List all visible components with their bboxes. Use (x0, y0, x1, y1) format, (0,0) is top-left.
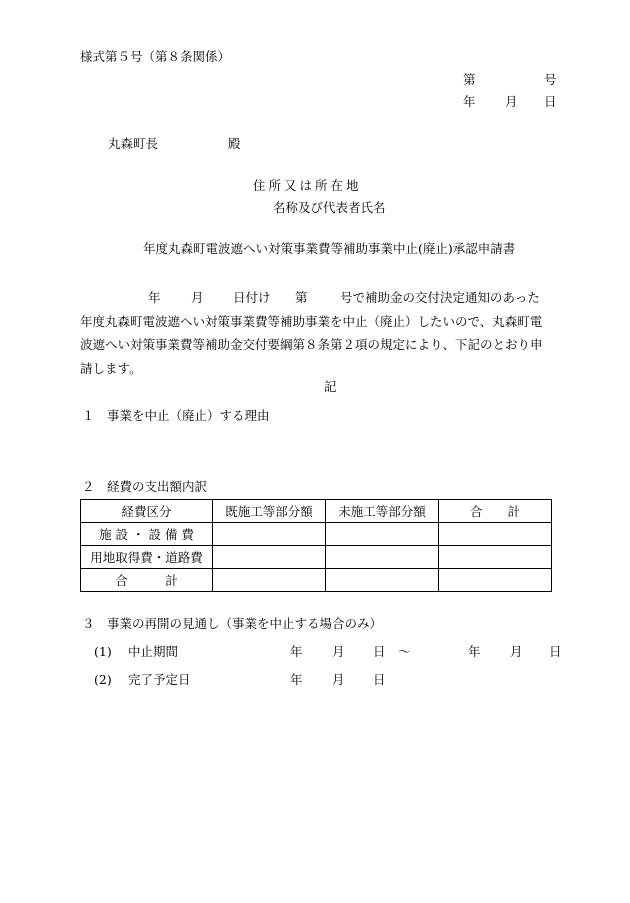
body-line-1 (80, 286, 556, 310)
table-cell[interactable] (439, 569, 552, 592)
table-row (81, 523, 552, 546)
table-cell[interactable] (213, 569, 326, 592)
body-dai: 第 (295, 290, 308, 305)
item-1-tilde: ～ (398, 644, 411, 659)
item-1-month: 月 (332, 644, 345, 659)
item-2-year: 年 (290, 672, 303, 687)
item-2-number: (2) (94, 672, 112, 687)
row-label-facilities: 施 設 ・ 設 備 費 (81, 523, 213, 546)
table-row (81, 546, 552, 569)
applicant-name-label: 名称及び代表者氏名 (273, 200, 386, 215)
table-cell[interactable] (439, 546, 552, 569)
section-3-number: ３ (82, 616, 95, 631)
doc-number-go: 号 (544, 72, 557, 87)
header-expense-category: 経費区分 (81, 500, 213, 523)
addressee-name: 丸森町長 (108, 136, 159, 151)
item-1-number: (1) (94, 644, 112, 659)
body-month: 月 (191, 290, 204, 305)
item-2-month: 月 (332, 672, 345, 687)
table-row (81, 569, 552, 592)
body-line-4: 請します。 (80, 360, 142, 376)
header-total: 合 計 (439, 500, 552, 523)
addressee-honorific: 殿 (228, 136, 241, 151)
body-line-3: 波遮へい対策事業費等補助金交付要綱第８条第２項の規定により、下記のとおり申 (80, 337, 543, 352)
body-line-1-rest: 号で補助金の交付決定通知のあった (340, 290, 540, 305)
section-1-number: １ (82, 408, 95, 423)
expense-table (80, 499, 552, 592)
applicant-address-label: 住所又は所在地 (253, 178, 362, 193)
section-2-number: ２ (82, 479, 95, 494)
item-2-day: 日 (373, 672, 386, 687)
item-1-year-end: 年 (468, 644, 481, 659)
table-cell[interactable] (439, 523, 552, 546)
section-3-title: 事業の再開の見通し（事業を中止する場合のみ） (107, 616, 383, 631)
ki-heading: 記 (324, 379, 337, 394)
row-label-land-road: 用地取得費・道路費 (81, 546, 213, 569)
body-line-2: 年度丸森町電波遮へい対策事業費等補助事業を中止（廃止）したいので、丸森町電 (80, 313, 543, 329)
table-cell[interactable] (326, 523, 439, 546)
form-number: 様式第５号（第８条関係） (80, 49, 231, 64)
header-uncompleted-amount: 未施工等部分額 (326, 500, 439, 523)
section-1-title: 事業を中止（廃止）する理由 (107, 408, 270, 423)
item-2-label: 完了予定日 (128, 672, 191, 687)
doc-number-dai: 第 (463, 72, 476, 87)
item-1-day-end: 日 (549, 644, 562, 659)
table-header-row (81, 500, 552, 523)
section-2-title: 経費の支出額内訳 (107, 479, 208, 494)
table-cell[interactable] (213, 523, 326, 546)
item-1-day: 日 (373, 644, 386, 659)
table-cell[interactable] (326, 569, 439, 592)
doc-date-month: 月 (505, 94, 518, 109)
table-cell[interactable] (213, 546, 326, 569)
table-cell[interactable] (326, 546, 439, 569)
doc-date-day: 日 (544, 94, 557, 109)
item-1-label: 中止期間 (128, 644, 179, 659)
item-1-month-end: 月 (510, 644, 523, 659)
item-1-year: 年 (290, 644, 303, 659)
header-completed-amount: 既施工等部分額 (213, 500, 326, 523)
doc-date-year: 年 (463, 94, 476, 109)
body-day-dated: 日付け (233, 290, 271, 305)
row-label-total: 合 計 (81, 569, 213, 592)
body-year: 年 (148, 290, 161, 305)
body-paragraph (80, 286, 556, 380)
document-title: 年度丸森町電波遮へい対策事業費等補助事業中止(廃止)承認申請書 (143, 241, 516, 256)
